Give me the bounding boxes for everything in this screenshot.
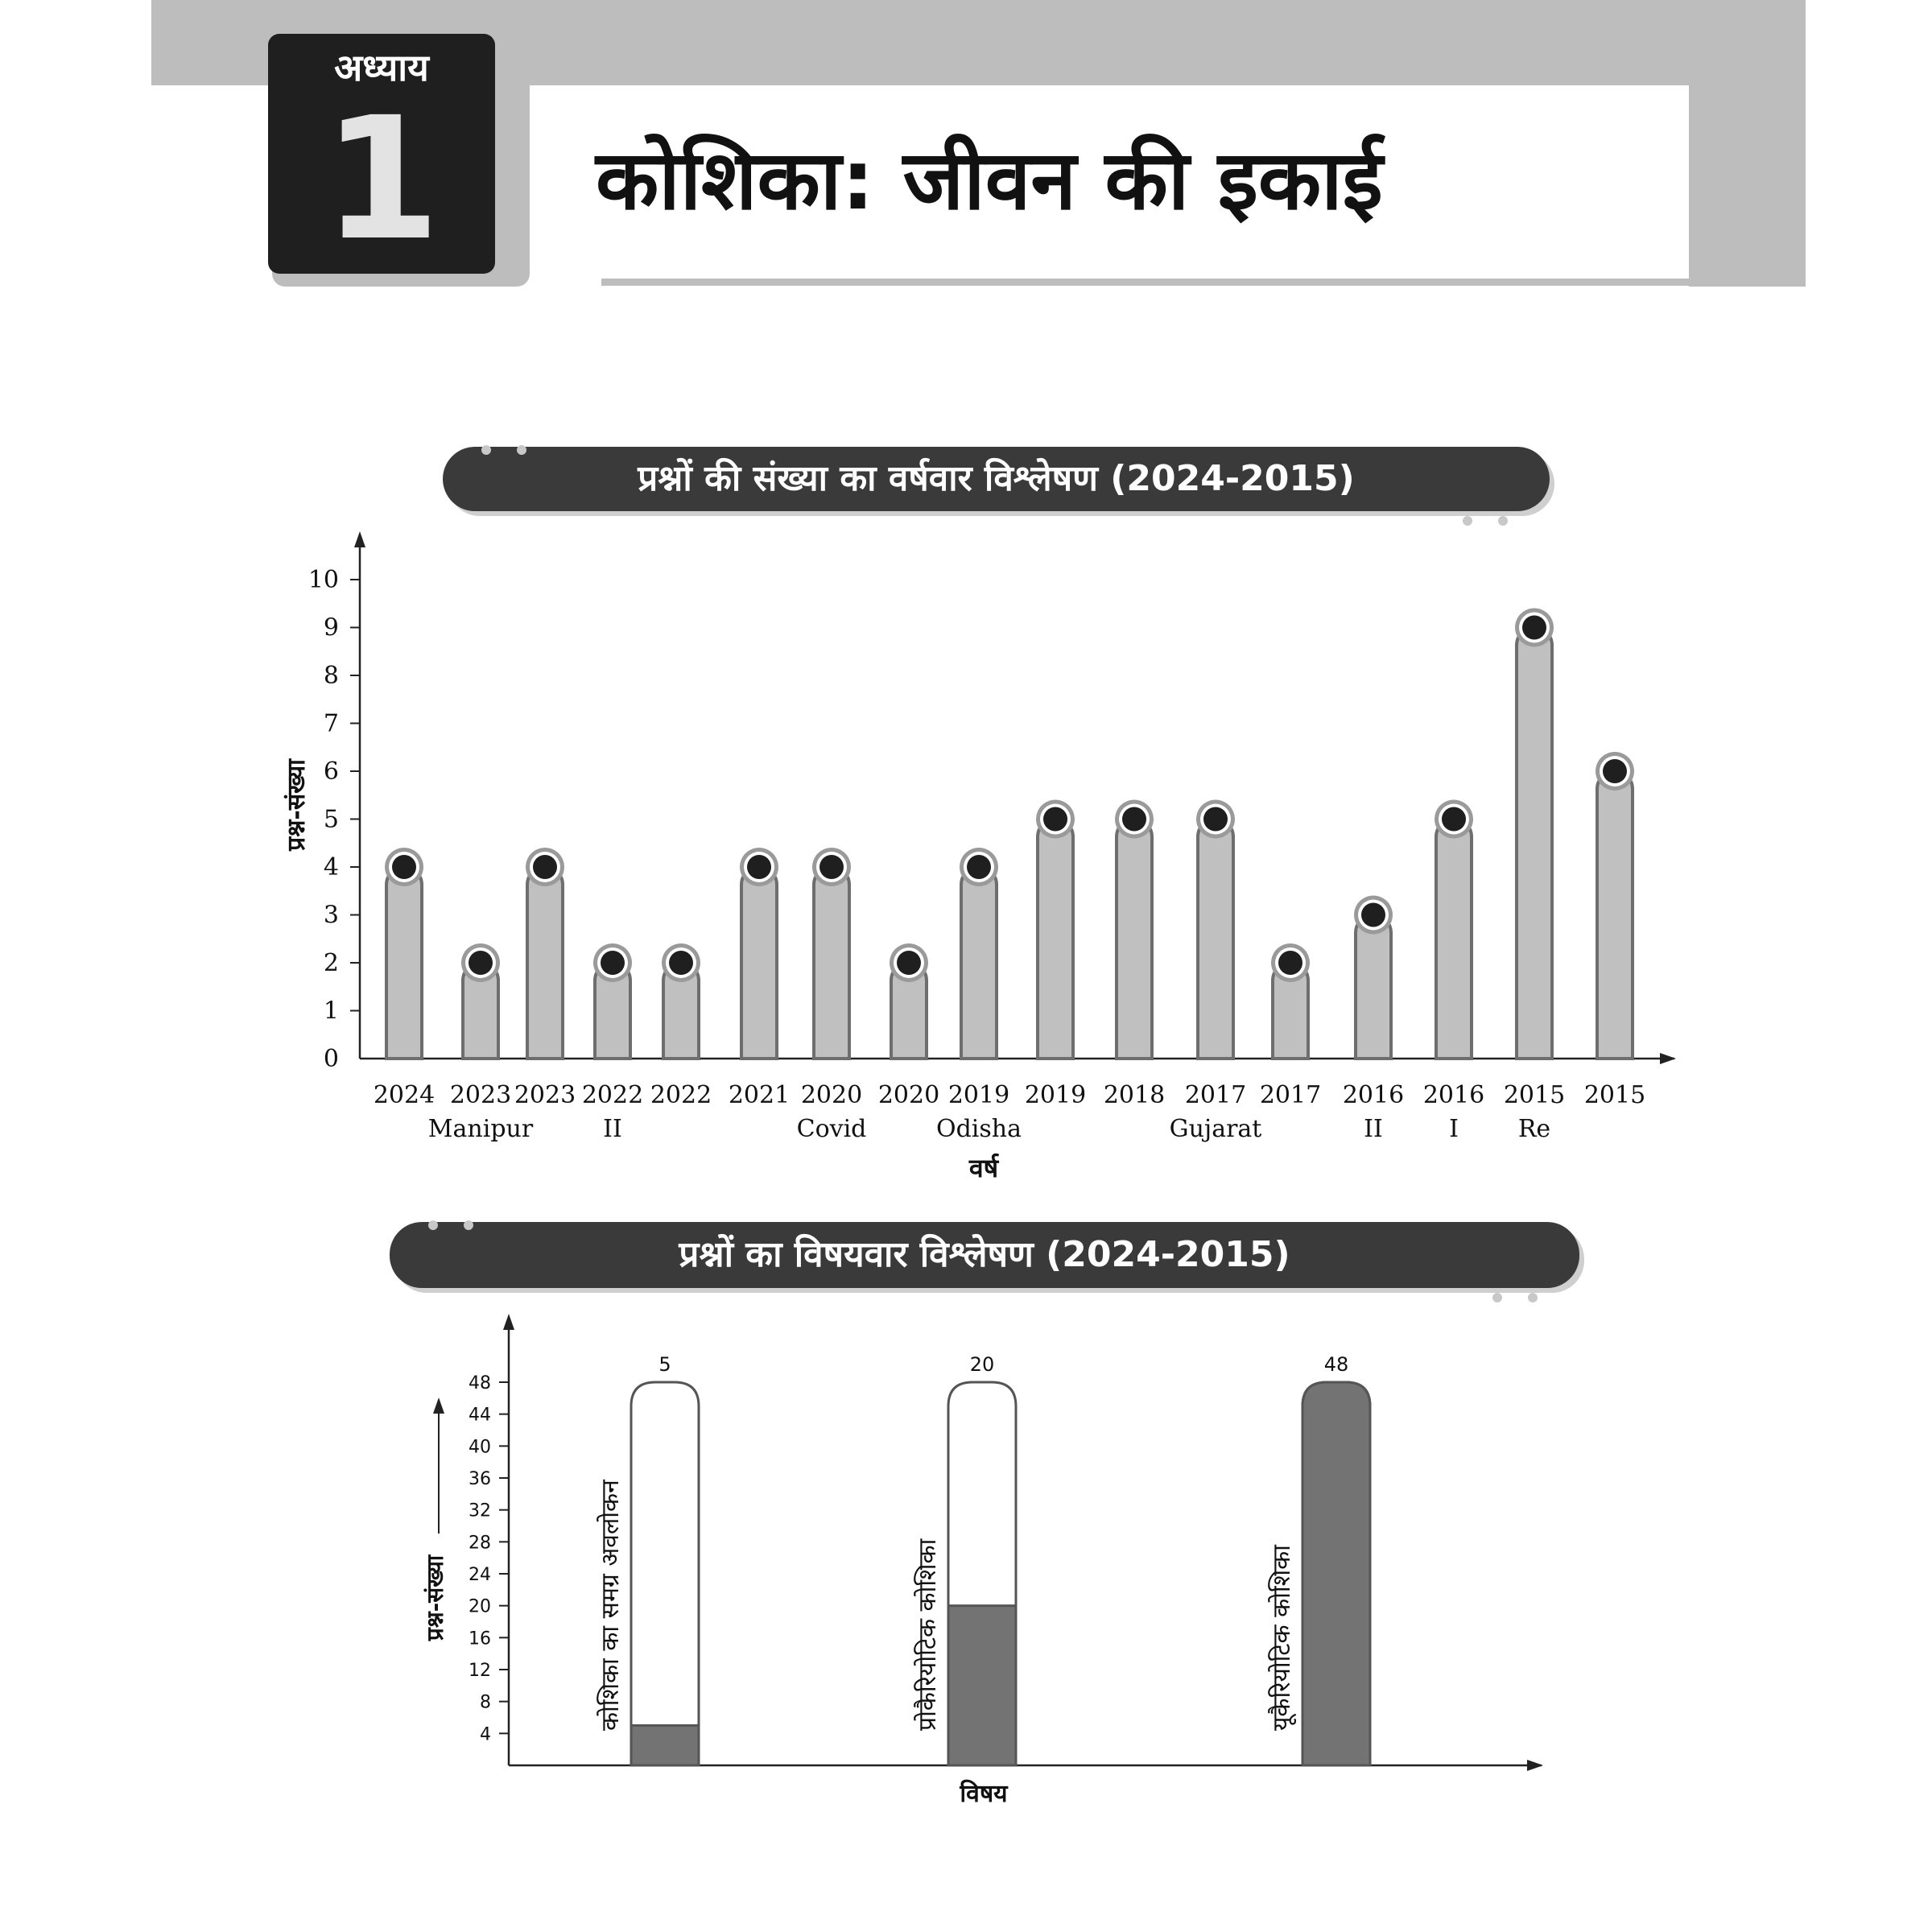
banner-dot	[428, 1220, 438, 1230]
y-axis-arrow	[354, 531, 365, 547]
x-tick-label: 2019	[947, 1081, 1010, 1109]
y-tick-label: 1	[323, 997, 339, 1026]
bar	[1517, 628, 1552, 1059]
bar	[961, 867, 997, 1059]
bar-group	[461, 943, 500, 1059]
bar-marker	[819, 855, 844, 879]
x-tick-label: 2015	[1583, 1081, 1646, 1109]
bar-marker	[392, 855, 416, 879]
subject-value-label: 5	[658, 1353, 671, 1376]
x-tick-label: 2020	[877, 1081, 940, 1109]
banner-dot	[1492, 1293, 1502, 1302]
bar-marker	[1442, 807, 1466, 832]
x-axis-label: विषय	[960, 1780, 1008, 1808]
x-tick-label: 2020	[800, 1081, 863, 1109]
x-tick-label: 2023	[449, 1081, 512, 1109]
y-tick-label: 8	[323, 662, 339, 690]
y-tick-label: 40	[469, 1437, 491, 1458]
x-tick-label: 2022	[581, 1081, 644, 1109]
bar-group	[1271, 943, 1310, 1059]
subject-value-label: 20	[969, 1353, 995, 1376]
x-tick-sublabel: Manipur	[427, 1115, 534, 1143]
y-tick-label: 20	[469, 1596, 491, 1617]
bar	[527, 867, 563, 1059]
y-tick-label: 0	[323, 1045, 339, 1073]
subject-value-label: 48	[1323, 1353, 1349, 1376]
x-tick-label: 2021	[728, 1081, 791, 1109]
x-tick-label: 2017	[1184, 1081, 1247, 1109]
y-tick-label: 44	[469, 1405, 491, 1426]
y-tick-label: 16	[469, 1629, 491, 1649]
x-tick-label: 2015	[1503, 1081, 1566, 1109]
bar-marker	[1361, 903, 1385, 927]
subject-category-label: प्रोकैरियोटिक कोशिका	[914, 1538, 942, 1731]
y-tick-label: 4	[323, 853, 339, 881]
x-tick-label: 2016	[1342, 1081, 1405, 1109]
bar-marker	[1522, 616, 1546, 640]
y-axis-label: प्रश्न-संख्या	[283, 759, 311, 851]
x-tick-label: 2022	[650, 1081, 712, 1109]
bar-group	[1354, 896, 1393, 1059]
bar-group	[890, 943, 928, 1059]
chapter-title: कोशिका: जीवन की इकाई	[596, 133, 1383, 229]
x-tick-label: 2017	[1259, 1081, 1322, 1109]
y-tick-label: 10	[308, 566, 339, 594]
bar-group	[740, 848, 778, 1059]
bar-group	[662, 943, 700, 1059]
bar-marker	[1603, 759, 1627, 783]
x-tick-sublabel: Gujarat	[1169, 1115, 1262, 1143]
y-tick-label: 4	[480, 1724, 491, 1745]
bar-group	[960, 848, 998, 1059]
bar-marker	[601, 951, 625, 975]
bar	[1117, 819, 1152, 1059]
bar-marker	[1043, 807, 1067, 832]
banner-dot	[1528, 1293, 1538, 1302]
y-axis-label: प्रश्न-संख्या	[422, 1554, 448, 1641]
bar-marker	[1203, 807, 1228, 832]
chapter-word: अध्याय	[334, 46, 429, 89]
y-tick-label: 9	[323, 613, 339, 642]
bar-group	[1196, 800, 1235, 1059]
bar-group	[593, 943, 632, 1059]
bar	[814, 867, 849, 1059]
y-tick-label: 12	[469, 1661, 491, 1681]
x-tick-sublabel: Re	[1517, 1115, 1551, 1143]
y-tick-label: 5	[323, 805, 339, 834]
bar	[1597, 771, 1633, 1059]
y-tick-label: 32	[469, 1501, 491, 1521]
y-tick-label: 48	[469, 1373, 491, 1393]
bar-marker	[669, 951, 693, 975]
x-tick-label: 2024	[373, 1081, 436, 1109]
chapter-number: 1	[322, 80, 441, 278]
bar-group	[1036, 800, 1075, 1059]
subjectwise-banner-text: प्रश्नों का विषयवार विश्लेषण (2024-2015)	[679, 1234, 1290, 1275]
bar	[1198, 819, 1233, 1059]
bar-marker	[533, 855, 557, 879]
subject-category-label: यूकैरियोटिक कोशिका	[1268, 1545, 1296, 1731]
bar-marker	[747, 855, 771, 879]
bar-marker	[1122, 807, 1146, 832]
bar-group	[1435, 800, 1473, 1059]
x-tick-label: 2019	[1024, 1081, 1087, 1109]
x-axis-arrow	[1660, 1053, 1676, 1064]
bar	[1038, 819, 1073, 1059]
bar-group	[812, 848, 851, 1059]
y-tick-label: 24	[469, 1565, 491, 1585]
bar-marker	[469, 951, 493, 975]
y-tick-label: 2	[323, 949, 339, 977]
x-tick-label: 2018	[1103, 1081, 1166, 1109]
bar	[741, 867, 777, 1059]
bar-group	[1115, 800, 1154, 1059]
y-tick-label: 7	[323, 709, 339, 738]
y-tick-label: 3	[323, 901, 339, 930]
bar-group	[526, 848, 564, 1059]
bar	[1436, 819, 1472, 1059]
y-tick-label: 36	[469, 1469, 491, 1489]
bar-marker	[897, 951, 921, 975]
x-axis-label: वर्ष	[968, 1153, 999, 1183]
x-tick-label: 2023	[514, 1081, 576, 1109]
bar-marker	[967, 855, 991, 879]
y-tick-label: 8	[480, 1692, 491, 1713]
x-tick-sublabel: II	[1364, 1115, 1383, 1143]
bar-group	[385, 848, 423, 1059]
x-tick-sublabel: II	[603, 1115, 622, 1143]
banner-dot	[464, 1220, 473, 1230]
x-tick-sublabel: Odisha	[936, 1115, 1022, 1143]
y-tick-label: 28	[469, 1533, 491, 1554]
bar	[386, 867, 422, 1059]
y-tick-label: 6	[323, 758, 339, 786]
yearwise-banner-text: प्रश्नों की संख्या का वर्षवार विश्लेषण (2024-2015)	[638, 458, 1355, 499]
subject-category-label: कोशिका का समग्र अवलोकन	[597, 1480, 625, 1731]
x-tick-label: 2016	[1422, 1081, 1485, 1109]
x-tick-sublabel: Covid	[796, 1115, 867, 1143]
bar	[1356, 915, 1391, 1059]
bar-marker	[1278, 951, 1302, 975]
bar-group	[1596, 752, 1634, 1059]
bar-group	[1515, 609, 1554, 1059]
subjectwise-banner	[390, 1222, 1579, 1288]
x-tick-sublabel: I	[1449, 1115, 1459, 1143]
